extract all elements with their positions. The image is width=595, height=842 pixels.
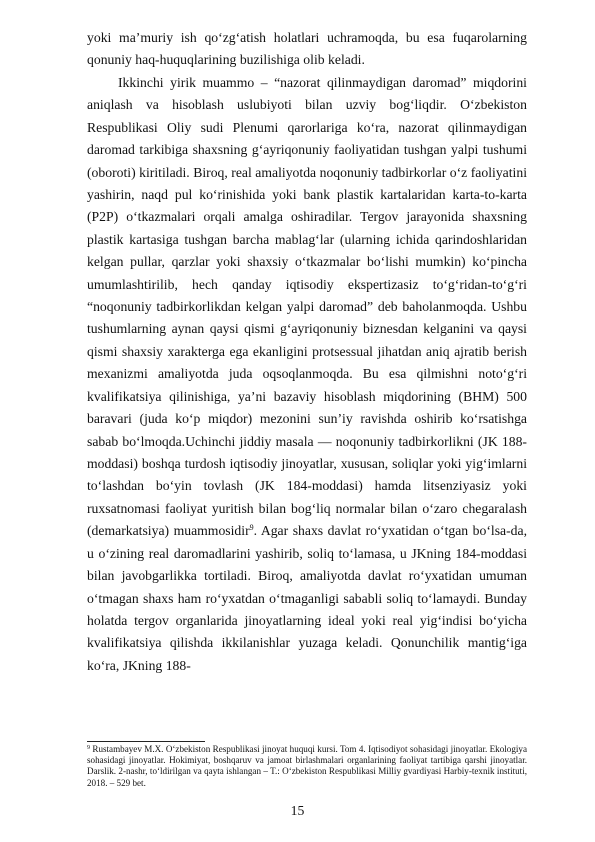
body-text	[87, 27, 527, 677]
page-number: 15	[290, 803, 305, 818]
paragraph-main: Ikkinchi yirik muammo – “nazorat qilinmaydigan daromad” miqdorini aniqlash va hisoblash uslubiyoti bilan uzviy bog‘liqdir. O‘zbekiston Respublikasi Oliy sudi Plenumi qarorlariga ko‘ra, nazorat qilinmaydigan daromad tarkibiga shaxsning g‘ayriqonuniy faoliyatidan tushgan yalpi tushumi (oboroti) kiritiladi. Biroq, real amaliyotda noqonuniy tadbirkorlar o‘z faoliyatini yashirin, naqd pul ko‘rinishida yoki bank plastik kartalaridan karta-to-karta (P2P) o‘tkazmalari orqali amalga oshiradilar. Tergov jarayonida shaxsning plastik kartasiga tushgan barcha mablag‘lar (ularning ichida qarindoshlaridan kelgan pullar, qarzlar yoki shaxsiy o‘tkazmalar bo‘lishi mumkin) ko‘pincha umumlashtirilib, hech qanday iqtisodiy ekspertizasiz to‘g‘ridan-to‘g‘ri “noqonuniy tadbirkorlikdan kelgan yalpi daromad” deb baholanmoqda. Ushbu tushumlarning aynan qaysi qismi g‘ayriqonuniy biznesdan kelganini va qaysi qismi shaxsiy xarakterga ega ekanligini protsessual jihatdan aniq ajratib berish mexanizmi amaliyotda juda oqsoqlanmoqda. Bu esa qilmishni noto‘g‘ri kvalifikatsiya qilinishiga, ya’ni bazaviy hisoblash miqdorining (BHM) 500 baravari (juda ko‘p miqdor) mezonini sun’iy ravishda oshirib ko‘rsatishga sabab bo‘lmoqda.Uchinchi jiddiy masala — noqonuniy tadbirkorlikni (JK 188-moddasi) boshqa turdosh iqtisodiy jinoyatlar, xususan, soliqlar yoki yig‘imlarni to‘lashdan bo‘yin tovlash (JK 184-moddasi) hamda litsenziyasiz yoki ruxsatnomasi faoliyat yuritish bilan bog‘liq normalar bilan o‘zaro chegaralash (demarkatsiya) muammosidir$^9$. Agar shaxs davlat ro‘yxatidan o‘tgan bo‘lsa-da, u o‘zining real daromadlarini yashirib, soliq to‘lamasa, u JKning 184-moddasi bilan javobgarlikka tortiladi. Biroq, amaliyotda davlat ro‘yxatidan umuman o‘tmagan shaxs ham ro‘yxatdan o‘tmaganligi sababli soliq to‘lamaydi. Bunday holatda tergov organlarida jinoyatlarning ideal yoki real yig‘indisi bo‘yicha kvalifikatsiya qilishda ikkilanishlar yuzaga keladi. Qonunchilik mantig‘iga ko‘ra, JKning 188-	[87, 74, 528, 673]
paragraph-main-text: Ikkinchi yirik muammo – “nazorat qilinmaydigan daromad” miqdorini aniqlash va hisoblash uslubiyoti bilan uzviy bog‘liqdir. O‘zbekiston Respublikasi Oliy sudi Plenumi qarorlariga ko‘ra, nazorat qilinmaydigan daromad tarkibiga shaxsning g‘ayriqonuniy faoliyatidan tushgan yalpi tushumi (oboroti) kiritiladi. Biroq, real amaliyotda noqonuniy tadbirkorlar o‘z faoliyatini yashirin, naqd pul ko‘rinishida yoki bank plastik kartalaridan karta-to-karta (P2P) o‘tkazmalari orqali amalga oshiradilar. Tergov jarayonida shaxsning plastik kartasiga tushgan barcha mablag‘lar (ularning ichida qarindoshlaridan kelgan pullar, qarzlar yoki shaxsiy o‘tkazmalar bo‘lishi mumkin) ko‘pincha umumlashtirilib, hech qanday iqtisodiy ekspertizasiz to‘g‘ridan-to‘g‘ri “noqonuniy tadbirkorlikdan kelgan yalpi daromad” deb baholanmoqda. Ushbu tushumlarning aynan qaysi qismi g‘ayriqonuniy biznesdan kelganini va qaysi qismi shaxsiy xarakterga ega ekanligini protsessual jihatdan aniq ajratib berish mexanizmi amaliyotda juda oqsoqlanmoqda. Bu esa qilmishni noto‘g‘ri kvalifikatsiya qilinishiga, ya’ni bazaviy hisoblash miqdorining (BHM) 500 baravari (juda ko‘p miqdor) mezonini sun’iy ravishda oshirib ko‘rsatishga sabab bo‘lmoqda.Uchinchi jiddiy masala — noqonuniy tadbirkorlikni (JK 188-moddasi) boshqa turdosh iqtisodiy jinoyatlar, xususan, soliqlar yoki yig‘imlarni to‘lashdan bo‘yin tovlash (JK 184-moddasi) hamda litsenziyasiz yoki ruxsatnomasi faoliyat yuritish bilan bog‘liq normalar bilan o‘zaro chegaralash (demarkatsiya) muammosidir	[87, 74, 527, 539]
footnote-number: 9	[87, 745, 90, 751]
paragraph-main-text-continued: Agar shaxs davlat ro‘yxatidan o‘tgan bo‘lsa-da, u o‘zining real daromadlarini yashirib, soliq to‘lamasa, u JKning 184-moddasi bilan javobgarlikka tortiladi. Biroq, amaliyotda davlat ro‘yxatidan umuman o‘tmagan shaxs ham ro‘yxatdan o‘tmaganligi sababli soliq to‘lamaydi. Bunday holatda tergov organlarida jinoyatlarning ideal yoki real yig‘indisi bo‘yicha kvalifikatsiya qilishda ikkilanishlar yuzaga keladi. Qonunchilik mantig‘iga ko‘ra, JKning 188-	[87, 523, 528, 673]
footnote-text: Rustambayev M.X. O‘zbekiston Respublikasi jinoyat huquqi kursi. Tom 4. Iqtisodiyot sohasidagi jinoyatlar. Ekologiya sohasidagi jinoyatlar. Hokimiyat, boshqaruv va jamoat birlashmalari organlarining faoliyat tartibiga qarshi jinoyatlar. Darslik. 2-nashr, to‘ldirilgan va qayta ishlangan – T.: O‘zbekiston Respublikasi Milliy gvardiyasi Harbiy-texnik instituti, 2018. – 529 bet.	[87, 744, 527, 788]
footnote	[87, 744, 527, 789]
footnote-separator	[87, 741, 205, 742]
paragraph-continuation: yoki ma’muriy ish qo‘zg‘atish holatlari uchramoqda, bu esa fuqarolarning qonuniy haq-huquqlarining buzilishiga olib keladi.	[87, 30, 527, 68]
footnote-reference[interactable]: 9	[249, 523, 254, 533]
